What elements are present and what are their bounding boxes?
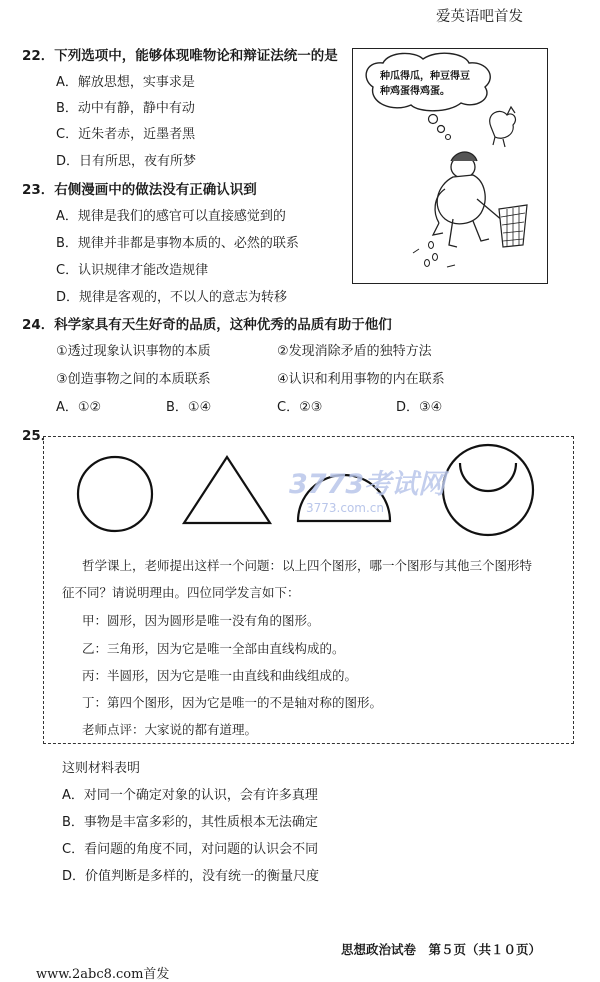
crescent-shape [443, 445, 533, 535]
page-footer: 思想政治试卷 第５页（共１０页） [341, 942, 542, 957]
q22-option-d: D．日有所思，夜有所梦 [56, 154, 197, 169]
q24-stem: 24．科学家具有天生好奇的品质，这种优秀的品质有助于他们 [22, 317, 392, 333]
q25-intro-line1: 哲学课上，老师提出这样一个问题：以上四个图形，哪一个图形与其他三个图形特 [82, 558, 533, 573]
q25-answer-ding: 丁：第四个图形，因为它是唯一的不是轴对称的图形。 [82, 695, 383, 710]
q24-item-2: ②发现消除矛盾的独特方法 [277, 344, 432, 359]
q22-option-a: A．解放思想，实事求是 [56, 75, 195, 90]
q25-answer-yi: 乙：三角形，因为它是唯一全部由直线构成的。 [82, 641, 345, 656]
q24-choice-a: A．①② [56, 400, 102, 415]
watermark-url: 3773.com.cn [306, 501, 384, 515]
site-watermark: www.2abc8.com首发 [36, 967, 170, 982]
circle-shape [78, 457, 152, 531]
q25-number: 25． [22, 428, 55, 444]
q24-choice-c: C．②③ [277, 400, 323, 415]
q24-item-4: ④认识和利用事物的内在联系 [277, 372, 445, 387]
q22-option-c: C．近朱者赤，近墨者黑 [56, 127, 196, 142]
q25-option-a: A．对同一个确定对象的认识，会有许多真理 [62, 788, 318, 803]
q23-stem: 23．右侧漫画中的做法没有正确认识到 [22, 182, 257, 198]
hen-icon [490, 107, 516, 147]
triangle-shape [184, 457, 270, 523]
q25-answer-jia: 甲：圆形，因为圆形是唯一没有角的图形。 [82, 613, 320, 628]
thought-bubble-line2: 种鸡蛋得鸡蛋。 [380, 86, 450, 97]
watermark-logo: 3773考试网 [289, 469, 446, 500]
q23-option-a: A．规律是我们的感官可以直接感觉到的 [56, 209, 286, 224]
q23-option-d: D．规律是客观的，不以人的意志为转移 [56, 290, 288, 305]
q23-option-c: C．认识规律才能改造规律 [56, 263, 209, 278]
q25-option-c: C．看问题的角度不同，对问题的认识会不同 [62, 842, 319, 857]
q24-choice-d: D．③④ [396, 400, 443, 415]
q24-choice-b: B．①④ [166, 400, 212, 415]
q25-teacher-comment: 老师点评：大家说的都有道理。 [82, 722, 258, 737]
q25-option-d: D．价值判断是多样的，没有统一的衡量尺度 [62, 869, 320, 884]
material-box [43, 436, 574, 744]
q25-option-b: B．事物是丰富多彩的，其性质根本无法确定 [62, 815, 318, 830]
q24-item-3: ③创造事物之间的本质联系 [56, 372, 211, 387]
farmer-figure [433, 152, 503, 247]
q25-lead: 这则材料表明 [62, 761, 141, 776]
q23-option-b: B．规律并非都是事物本质的、必然的联系 [56, 236, 299, 251]
shapes-figure [44, 437, 572, 547]
thought-bubble-line1: 种瓜得瓜，种豆得豆 [380, 71, 470, 82]
q22-stem: 22．下列选项中，能够体现唯物论和辩证法统一的是 [22, 48, 338, 64]
cartoon-drawing [353, 49, 546, 282]
egg-basket-icon [499, 205, 527, 247]
cartoon-illustration [352, 48, 548, 284]
q25-intro-line2: 征不同？请说明理由。四位同学发言如下： [62, 585, 300, 600]
q22-option-b: B．动中有静，静中有动 [56, 101, 195, 116]
q24-item-1: ①透过现象认识事物的本质 [56, 344, 211, 359]
q25-answer-bing: 丙：半圆形，因为它是唯一由直线和曲线组成的。 [82, 668, 358, 683]
header-note: 爱英语吧首发 [436, 9, 523, 25]
